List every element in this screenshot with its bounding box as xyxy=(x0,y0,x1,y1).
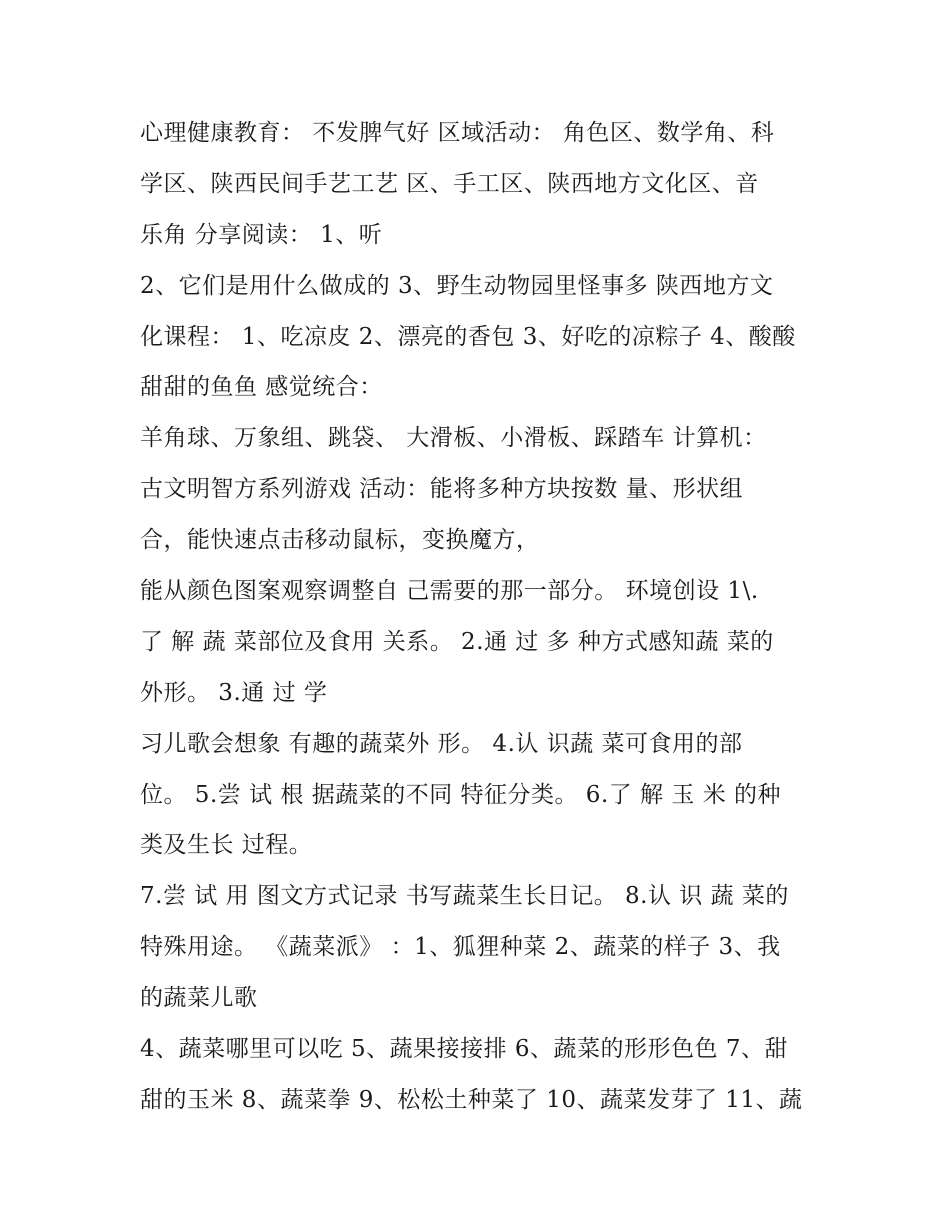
text-line: 乐角 分享阅读： 1、听 xyxy=(140,221,383,248)
text-line: 的蔬菜儿歌 xyxy=(140,985,258,1012)
text-line: 心理健康教育： 不发脾气好 区域活动： 角色区、数学角、科 xyxy=(140,120,775,146)
text-line: 甜的玉米 8、蔬菜拳 9、松松土种菜了 10、蔬菜发芽了 11、蔬 xyxy=(140,1086,803,1113)
text-line: 特殊用途。 《蔬菜派》 ：1、狐狸种菜 2、蔬菜的样子 3、我 xyxy=(140,934,781,961)
text-line: 合，能快速点击移动鼠标，变换魔方， xyxy=(140,527,540,554)
text-line: 2、它们是用什么做成的 3、野生动物园里怪事多 陕西地方文 xyxy=(140,272,774,299)
text-line: 古文明智方系列游戏 活动：能将多种方块按数 量、形状组 xyxy=(140,476,744,503)
text-line: 甜甜的鱼鱼 感觉统合： xyxy=(140,374,383,401)
text-line: 学区、陕西民间手艺工艺 区、手工区、陕西地方文化区、音 xyxy=(140,170,759,197)
text-line: 4、蔬菜哪里可以吃 5、蔬果接接排 6、蔬菜的形形色色 7、甜 xyxy=(140,1036,788,1063)
text-line: 外形。 3.通 过 学 xyxy=(140,679,328,706)
text-line: 了 解 蔬 菜部位及食用 关系。 2.通 过 多 种方式感知蔬 菜的 xyxy=(140,628,774,655)
text-line: 羊角球、万象组、跳袋、 大滑板、小滑板、踩踏车 计算机： xyxy=(140,425,767,452)
text-line: 能从颜色图案观察调整自 己需要的那一部分。 环境创设 1\. xyxy=(140,578,759,605)
text-line: 化课程： 1、吃凉皮 2、漂亮的香包 3、好吃的凉粽子 4、酸酸 xyxy=(140,323,796,350)
text-line: 类及生长 过程。 xyxy=(140,832,313,859)
text-line: 位。 5.尝 试 根 据蔬菜的不同 特征分类。 6.了 解 玉 米 的种 xyxy=(140,781,781,808)
text-line: 习儿歌会想象 有趣的蔬菜外 形。 4.认 识蔬 菜可食用的部 xyxy=(140,730,743,757)
text-line: 7.尝 试 用 图文方式记录 书写蔬菜生长日记。 8.认 识 蔬 菜的 xyxy=(140,883,789,910)
body-text xyxy=(140,108,840,1126)
